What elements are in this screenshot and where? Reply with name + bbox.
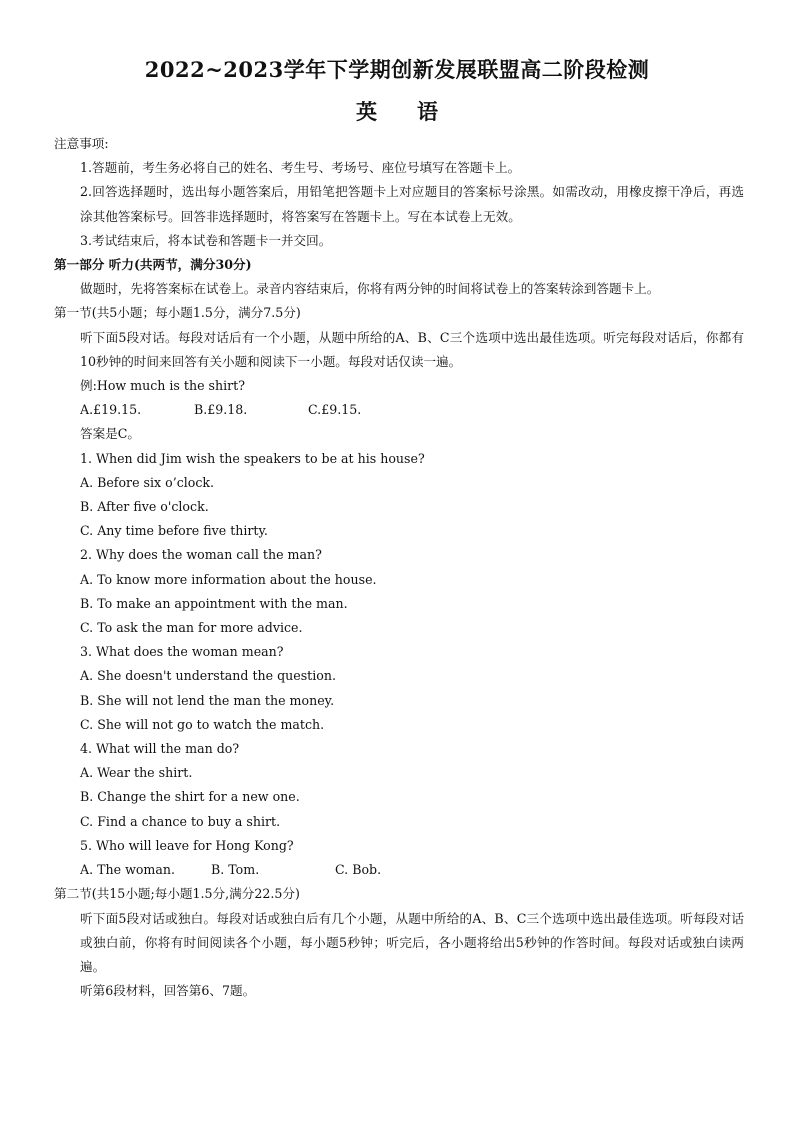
question-option: A. To know more information about the house.: [80, 571, 377, 587]
subject-title: 英语: [356, 99, 478, 124]
question-text: 2. Why does the woman call the man?: [80, 547, 322, 563]
question-block: [54, 834, 744, 882]
question-option: A. Wear the shirt.: [80, 765, 193, 781]
question-option: B. To make an appointment with the man.: [80, 595, 348, 611]
question-option: C. Find a chance to buy a shirt.: [80, 813, 281, 829]
question-text: 3. What does the woman mean?: [80, 644, 284, 660]
section2-instruction: 听下面5段对话或独白。每段对话或独白后有几个小题，从题中所给的A、B、C三个选项中选出最佳选项。听每段对话或独白前，你将有时间阅读各个小题，每小题5秒钟；听完后，各小题将给出5秒钟的作答时间。每段对话或独白读两遍。: [80, 910, 744, 974]
question-block: [54, 447, 744, 544]
exam-body: [54, 132, 744, 1003]
notice-item: 2.回答选择题时，选出每小题答案后，用铅笔把答题卡上对应题目的答案标号涂黑。如需改动，用橡皮擦干净后，再选涂其他答案标号。回答非选择题时，将答案写在答题卡上。写在本试卷上无效。: [80, 184, 744, 224]
question-text: 1. When did Jim wish the speakers to be at his house?: [80, 450, 425, 466]
question-block: [54, 640, 744, 737]
example-option: C.£9.15.: [308, 402, 362, 418]
question-option: C. She will not go to watch the match.: [80, 716, 325, 732]
section2-prompt: 听第6段材料，回答第6、7题。: [80, 983, 256, 999]
part1-instruction: 做题时，先将答案标在试卷上。录音内容结束后，你将有两分钟的时间将试卷上的答案转涂到答题卡上。: [80, 281, 660, 297]
question-option: B. She will not lend the man the money.: [80, 692, 335, 708]
example-answer: 答案是C。: [80, 426, 141, 442]
exam-title: 2022~2023学年下学期创新发展联盟高二阶段检测: [144, 57, 650, 82]
section2-heading: 第二节(共15小题;每小题1.5分,满分22.5分): [54, 886, 300, 902]
question-option: A. She doesn't understand the question.: [80, 668, 336, 684]
example-options: [54, 398, 744, 422]
question-option: C. Any time before five thirty.: [80, 523, 268, 539]
question-option: C. Bob.: [335, 862, 382, 878]
question-options-inline: [54, 858, 744, 882]
notice-item: 1.答题前，考生务必将自己的姓名、考生号、考场号、座位号填写在答题卡上。: [80, 160, 521, 176]
section1-heading: 第一节(共5小题；每小题1.5分，满分7.5分): [54, 305, 301, 321]
question-text: 4. What will the man do?: [80, 741, 240, 757]
section1-instruction: 听下面5段对话。每段对话后有一个小题，从题中所给的A、B、C三个选项中选出最佳选项。听完每段对话后，你都有10秒钟的时间来回答有关小题和阅读下一小题。每段对话仅读一遍。: [80, 329, 744, 369]
part1-heading: 第一部分 听力(共两节，满分30分): [54, 257, 252, 273]
question-option: A. The woman.: [80, 862, 175, 878]
question-option: A. Before six o’clock.: [80, 474, 215, 490]
question-option: B. After five o'clock.: [80, 499, 209, 515]
question-block: [54, 737, 744, 834]
question-text: 5. Who will leave for Hong Kong?: [80, 837, 294, 853]
question-option: B. Change the shirt for a new one.: [80, 789, 300, 805]
example-option: A.£19.15.: [80, 402, 142, 418]
question-block: [54, 543, 744, 640]
example-option: B.£9.18.: [194, 402, 248, 418]
question-option: B. Tom.: [211, 862, 260, 878]
notice-item: 3.考试结束后，将本试卷和答题卡一并交回。: [80, 232, 332, 248]
notice-heading: 注意事项:: [54, 136, 109, 151]
question-option: C. To ask the man for more advice.: [80, 620, 303, 636]
example-question: 例:How much is the shirt?: [80, 378, 245, 394]
